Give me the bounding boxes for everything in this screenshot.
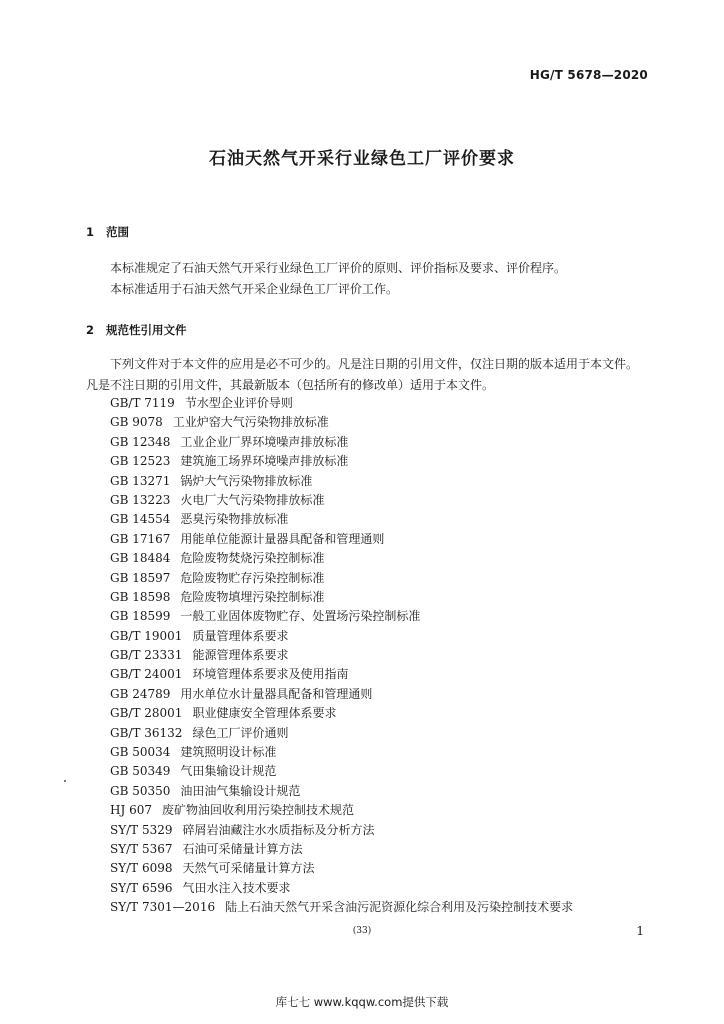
reference-item	[110, 510, 573, 529]
reference-item	[110, 472, 573, 491]
reference-title: 建筑施工场界环境噪声排放标准	[180, 454, 349, 469]
reference-code: GB/T 24001	[110, 667, 183, 682]
reference-code: SY/T 7301—2016	[110, 900, 216, 915]
reference-item	[110, 898, 573, 917]
section-2-intro	[86, 354, 646, 396]
reference-code: GB/T 7119	[110, 396, 175, 410]
scan-speck	[64, 780, 66, 782]
section-1-body	[86, 258, 646, 300]
section-1-heading	[86, 224, 129, 240]
reference-item	[110, 549, 573, 568]
normative-references-list	[110, 394, 573, 918]
reference-title: 建筑照明设计标准	[180, 745, 277, 760]
reference-item	[110, 646, 573, 665]
reference-item	[110, 588, 573, 607]
reference-code: GB/T 28001	[110, 706, 183, 721]
reference-item	[110, 413, 573, 432]
section-2-heading	[86, 322, 187, 338]
reference-item	[110, 627, 573, 646]
reference-code: GB 18597	[110, 570, 171, 585]
reference-title: 危险废物贮存污染控制标准	[180, 570, 325, 585]
reference-title: 节水型企业评价导则	[184, 396, 293, 410]
reference-title: 恶臭污染物排放标准	[180, 512, 289, 527]
section-2-intro-text: 下列文件对于本文件的应用是必不可少的。凡是注日期的引用文件，仅注日期的版本适用于本文件。凡是不注日期的引用文件，其最新版本（包括所有的修改单）适用于本文件。	[86, 357, 639, 392]
reference-title: 环境管理体系要求及使用指南	[192, 667, 349, 682]
standard-code-header: HG/T 5678—2020	[529, 68, 648, 82]
reference-code: GB 50349	[110, 764, 171, 779]
reference-item	[110, 452, 573, 471]
reference-code: SY/T 6596	[110, 880, 173, 895]
page-number-center: (33)	[352, 926, 372, 936]
reference-title: 绿色工厂评价通则	[192, 725, 289, 740]
reference-code: GB 24789	[110, 686, 171, 701]
reference-title: 碎屑岩油藏注水水质指标及分析方法	[182, 822, 375, 837]
reference-code: GB/T 36132	[110, 725, 183, 740]
section-1-paragraph: 本标准适用于石油天然气开采企业绿色工厂评价工作。	[110, 282, 399, 296]
reference-item	[110, 801, 573, 820]
reference-title: 工业企业厂界环境噪声排放标准	[180, 434, 349, 449]
reference-code: GB 17167	[110, 531, 171, 546]
download-watermark: 库七七 www.kqqw.com提供下载	[275, 995, 449, 1009]
reference-title: 危险废物焚烧污染控制标准	[180, 551, 325, 566]
reference-code: SY/T 5329	[110, 822, 173, 837]
reference-title: 用能单位能源计量器具配备和管理通则	[180, 531, 385, 546]
reference-item	[110, 743, 573, 762]
reference-code: GB 9078	[110, 415, 163, 430]
reference-code: SY/T 6098	[110, 861, 173, 876]
reference-item	[110, 762, 573, 781]
reference-code: GB 13223	[110, 492, 171, 507]
reference-code: GB 18484	[110, 551, 171, 566]
reference-code: GB 12523	[110, 454, 171, 469]
reference-item	[110, 840, 573, 859]
reference-title: 气田集输设计规范	[180, 764, 277, 779]
reference-code: GB 50034	[110, 745, 171, 760]
section-2-title: 规范性引用文件	[106, 323, 187, 337]
reference-code: GB 18598	[110, 589, 171, 604]
reference-item	[110, 433, 573, 452]
section-2-number: 2	[86, 323, 95, 337]
reference-code: GB/T 23331	[110, 648, 183, 663]
reference-item	[110, 724, 573, 743]
reference-item	[110, 569, 573, 588]
reference-item	[110, 685, 573, 704]
reference-code: GB 13271	[110, 473, 171, 488]
reference-item	[110, 782, 573, 801]
reference-title: 危险废物填埋污染控制标准	[180, 589, 325, 604]
reference-title: 工业炉窑大气污染物排放标准	[172, 415, 329, 430]
reference-title: 质量管理体系要求	[192, 628, 289, 643]
reference-item	[110, 607, 573, 626]
section-1-paragraph: 本标准规定了石油天然气开采行业绿色工厂评价的原则、评价指标及要求、评价程序。	[110, 261, 567, 275]
reference-title: 废矿物油回收利用污染控制技术规范	[162, 803, 355, 818]
reference-code: HJ 607	[110, 803, 152, 818]
section-1-title: 范围	[106, 225, 129, 239]
page-number-right: 1	[636, 924, 644, 938]
reference-title: 用水单位水计量器具配备和管理通则	[180, 686, 373, 701]
reference-code: GB/T 19001	[110, 628, 183, 643]
reference-item	[110, 879, 573, 898]
section-1-number: 1	[86, 225, 95, 239]
reference-code: GB 12348	[110, 434, 171, 449]
document-title: 石油天然气开采行业绿色工厂评价要求	[209, 149, 515, 169]
reference-title: 锅炉大气污染物排放标准	[180, 473, 313, 488]
reference-item	[110, 821, 573, 840]
reference-code: GB 14554	[110, 512, 171, 527]
reference-title: 气田水注入技术要求	[182, 880, 291, 895]
reference-code: SY/T 5367	[110, 841, 173, 856]
reference-item	[110, 491, 573, 510]
reference-title: 油田油气集输设计规范	[180, 783, 301, 798]
reference-item	[110, 704, 573, 723]
reference-item	[110, 530, 573, 549]
reference-title: 陆上石油天然气开采含油污泥资源化综合利用及污染控制技术要求	[225, 900, 574, 915]
reference-title: 能源管理体系要求	[192, 648, 289, 663]
reference-title: 一般工业固体废物贮存、处置场污染控制标准	[180, 609, 421, 624]
reference-code: GB 50350	[110, 783, 171, 798]
reference-item	[110, 665, 573, 684]
reference-title: 职业健康安全管理体系要求	[192, 706, 337, 721]
reference-item	[110, 859, 573, 878]
reference-code: GB 18599	[110, 609, 171, 624]
reference-title: 天然气可采储量计算方法	[182, 861, 315, 876]
reference-item	[110, 394, 573, 413]
reference-title: 石油可采储量计算方法	[182, 841, 303, 856]
reference-title: 火电厂大气污染物排放标准	[180, 492, 325, 507]
